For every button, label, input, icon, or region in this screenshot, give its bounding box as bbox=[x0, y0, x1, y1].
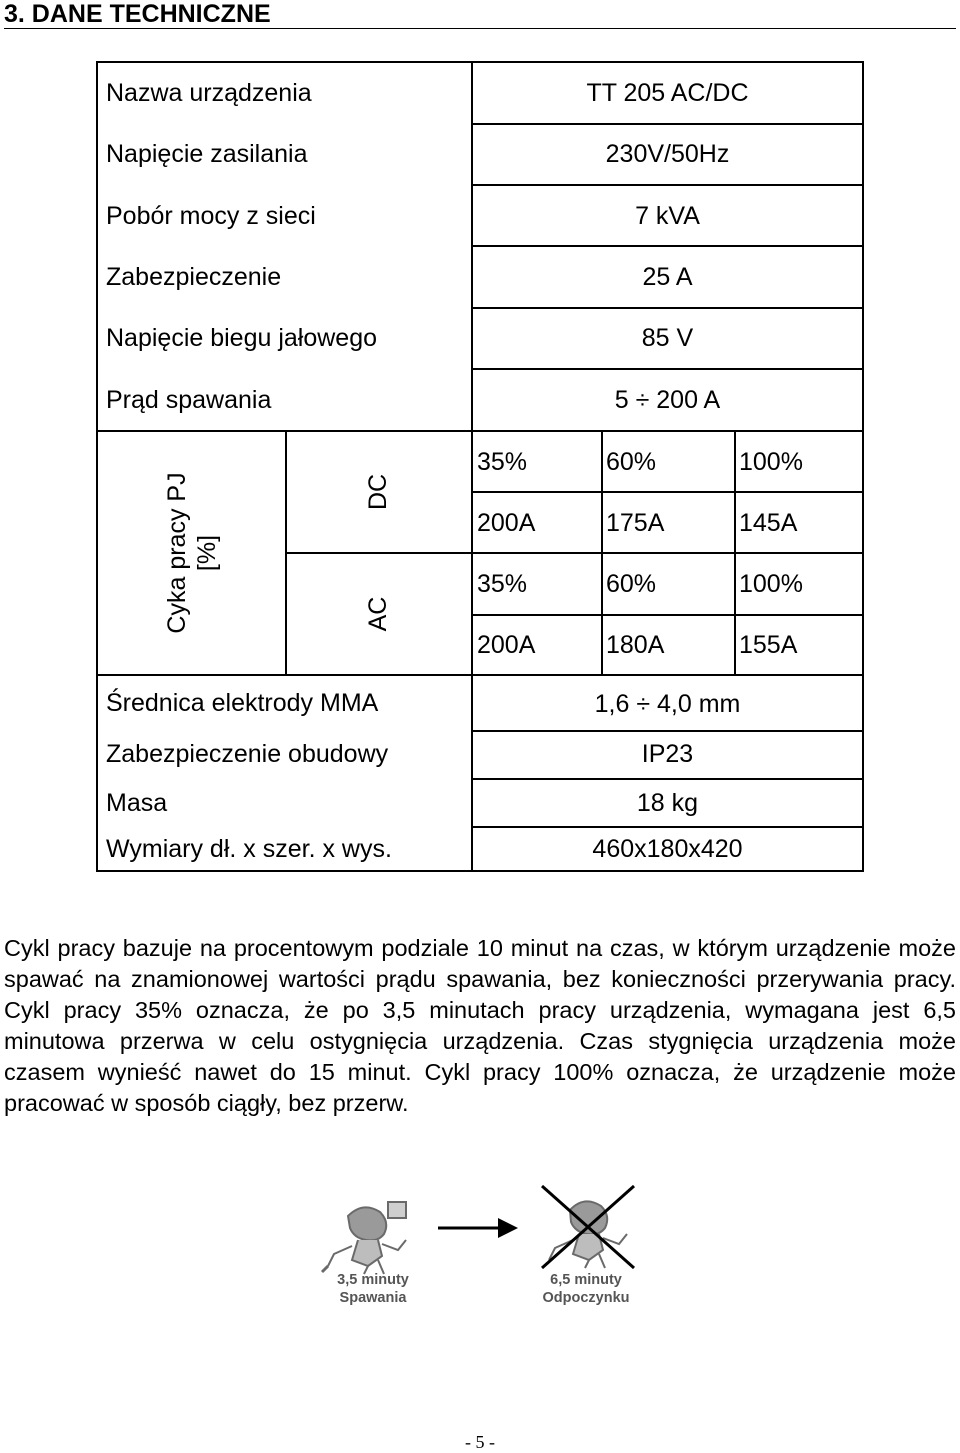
spec-value-power-draw: 7 kVA bbox=[635, 202, 700, 230]
spec-value-dimensions: 460x180x420 bbox=[592, 835, 743, 863]
ac-label: AC bbox=[364, 596, 392, 632]
section-heading: 3. DANE TECHNICZNE bbox=[4, 0, 956, 29]
duty-col-divider bbox=[601, 430, 603, 676]
rest-time-caption-line2: Odpoczynku bbox=[542, 1290, 630, 1306]
ac-percent-2: 60% bbox=[606, 570, 657, 598]
row-divider bbox=[471, 826, 864, 828]
spec-label-electrode-diameter: Średnica elektrody MMA bbox=[106, 689, 379, 717]
spec-value-electrode-diameter: 1,6 ÷ 4,0 mm bbox=[594, 690, 741, 718]
spec-value-fuse: 25 A bbox=[642, 263, 693, 291]
welding-time-caption-line1: 3,5 minuty bbox=[337, 1272, 409, 1288]
dc-percent-1: 35% bbox=[477, 448, 528, 476]
row-divider bbox=[471, 123, 864, 125]
ac-current-1: 200A bbox=[477, 631, 536, 659]
rest-time-caption bbox=[531, 1271, 641, 1307]
table-right-border bbox=[862, 61, 864, 872]
row-divider bbox=[471, 307, 864, 309]
spec-label-welding-current: Prąd spawania bbox=[106, 386, 272, 414]
row-divider bbox=[471, 778, 864, 780]
spec-value-device-name: TT 205 AC/DC bbox=[586, 79, 749, 107]
ac-current-3: 155A bbox=[739, 631, 798, 659]
spec-value-weight: 18 kg bbox=[636, 789, 699, 817]
arrow-right-icon bbox=[438, 1215, 518, 1241]
table-top-border bbox=[96, 61, 864, 63]
duty-row-divider bbox=[471, 491, 864, 493]
duty-cycle-label-line2: [%] bbox=[193, 534, 221, 572]
page-number: - 5 - bbox=[465, 1432, 495, 1452]
table-bottom-border bbox=[96, 870, 864, 872]
spec-value-open-circuit-voltage: 85 V bbox=[641, 324, 694, 352]
duty-cycle-label-line1: Cyka pracy PJ bbox=[163, 472, 191, 634]
dc-ac-divider bbox=[285, 552, 473, 554]
spec-label-housing-protection: Zabezpieczenie obudowy bbox=[106, 740, 389, 768]
dc-percent-3: 100% bbox=[739, 448, 803, 476]
duty-section-bottom-border bbox=[96, 674, 864, 676]
table-left-border bbox=[96, 61, 98, 872]
spec-label-fuse: Zabezpieczenie bbox=[106, 263, 282, 291]
duty-col-divider bbox=[734, 430, 736, 676]
duty-section-top-border bbox=[96, 430, 864, 432]
row-divider bbox=[471, 245, 864, 247]
welding-time-caption-line2: Spawania bbox=[339, 1290, 407, 1306]
ac-percent-1: 35% bbox=[477, 570, 528, 598]
row-divider bbox=[471, 184, 864, 186]
spec-label-dimensions: Wymiary dł. x szer. x wys. bbox=[106, 835, 392, 863]
spec-label-supply-voltage: Napięcie zasilania bbox=[106, 140, 308, 168]
welder-working-icon bbox=[318, 1196, 413, 1276]
duty-row-divider bbox=[471, 552, 864, 554]
spec-label-open-circuit-voltage: Napięcie biegu jałowego bbox=[106, 324, 378, 352]
spec-value-welding-current: 5 ÷ 200 A bbox=[614, 386, 721, 414]
row-divider bbox=[471, 368, 864, 370]
welder-resting-crossed-icon bbox=[536, 1182, 646, 1272]
dc-percent-2: 60% bbox=[606, 448, 657, 476]
rest-time-caption-line1: 6,5 minuty bbox=[550, 1272, 622, 1288]
spec-label-power-draw: Pobór mocy z sieci bbox=[106, 202, 316, 230]
spec-label-device-name: Nazwa urządzenia bbox=[106, 79, 312, 107]
dc-current-2: 175A bbox=[606, 509, 665, 537]
dc-current-1: 200A bbox=[477, 509, 536, 537]
spec-label-weight: Masa bbox=[106, 789, 168, 817]
spec-value-housing-protection: IP23 bbox=[641, 740, 694, 768]
duty-row-divider bbox=[471, 614, 864, 616]
welding-time-caption bbox=[318, 1271, 428, 1307]
dc-current-3: 145A bbox=[739, 509, 798, 537]
ac-percent-3: 100% bbox=[739, 570, 803, 598]
ac-current-2: 180A bbox=[606, 631, 665, 659]
spec-value-supply-voltage: 230V/50Hz bbox=[605, 140, 730, 168]
duty-cycle-label bbox=[162, 472, 222, 633]
row-divider bbox=[471, 730, 864, 732]
dc-label: DC bbox=[364, 473, 392, 511]
duty-cycle-explanation: Cykl pracy bazuje na procentowym podziale 10 minut na czas, w którym urządzenie może spawać na znamionowej wartości prądu spawania, bez konieczności przerywania pracy. Cykl pracy 35% oznacza, że po 3,5 minutach pracy urządzenia, wymagana jest 6,5 minutowa przerwa w celu ostygnięcia urządzenia. Czas stygnięcia urządzenia może czasem wynieść nawet do 15 minut. Cykl pracy 100% oznacza, że urządzenie może pracować w sposób ciągły, bez przerw. bbox=[4, 935, 956, 1117]
